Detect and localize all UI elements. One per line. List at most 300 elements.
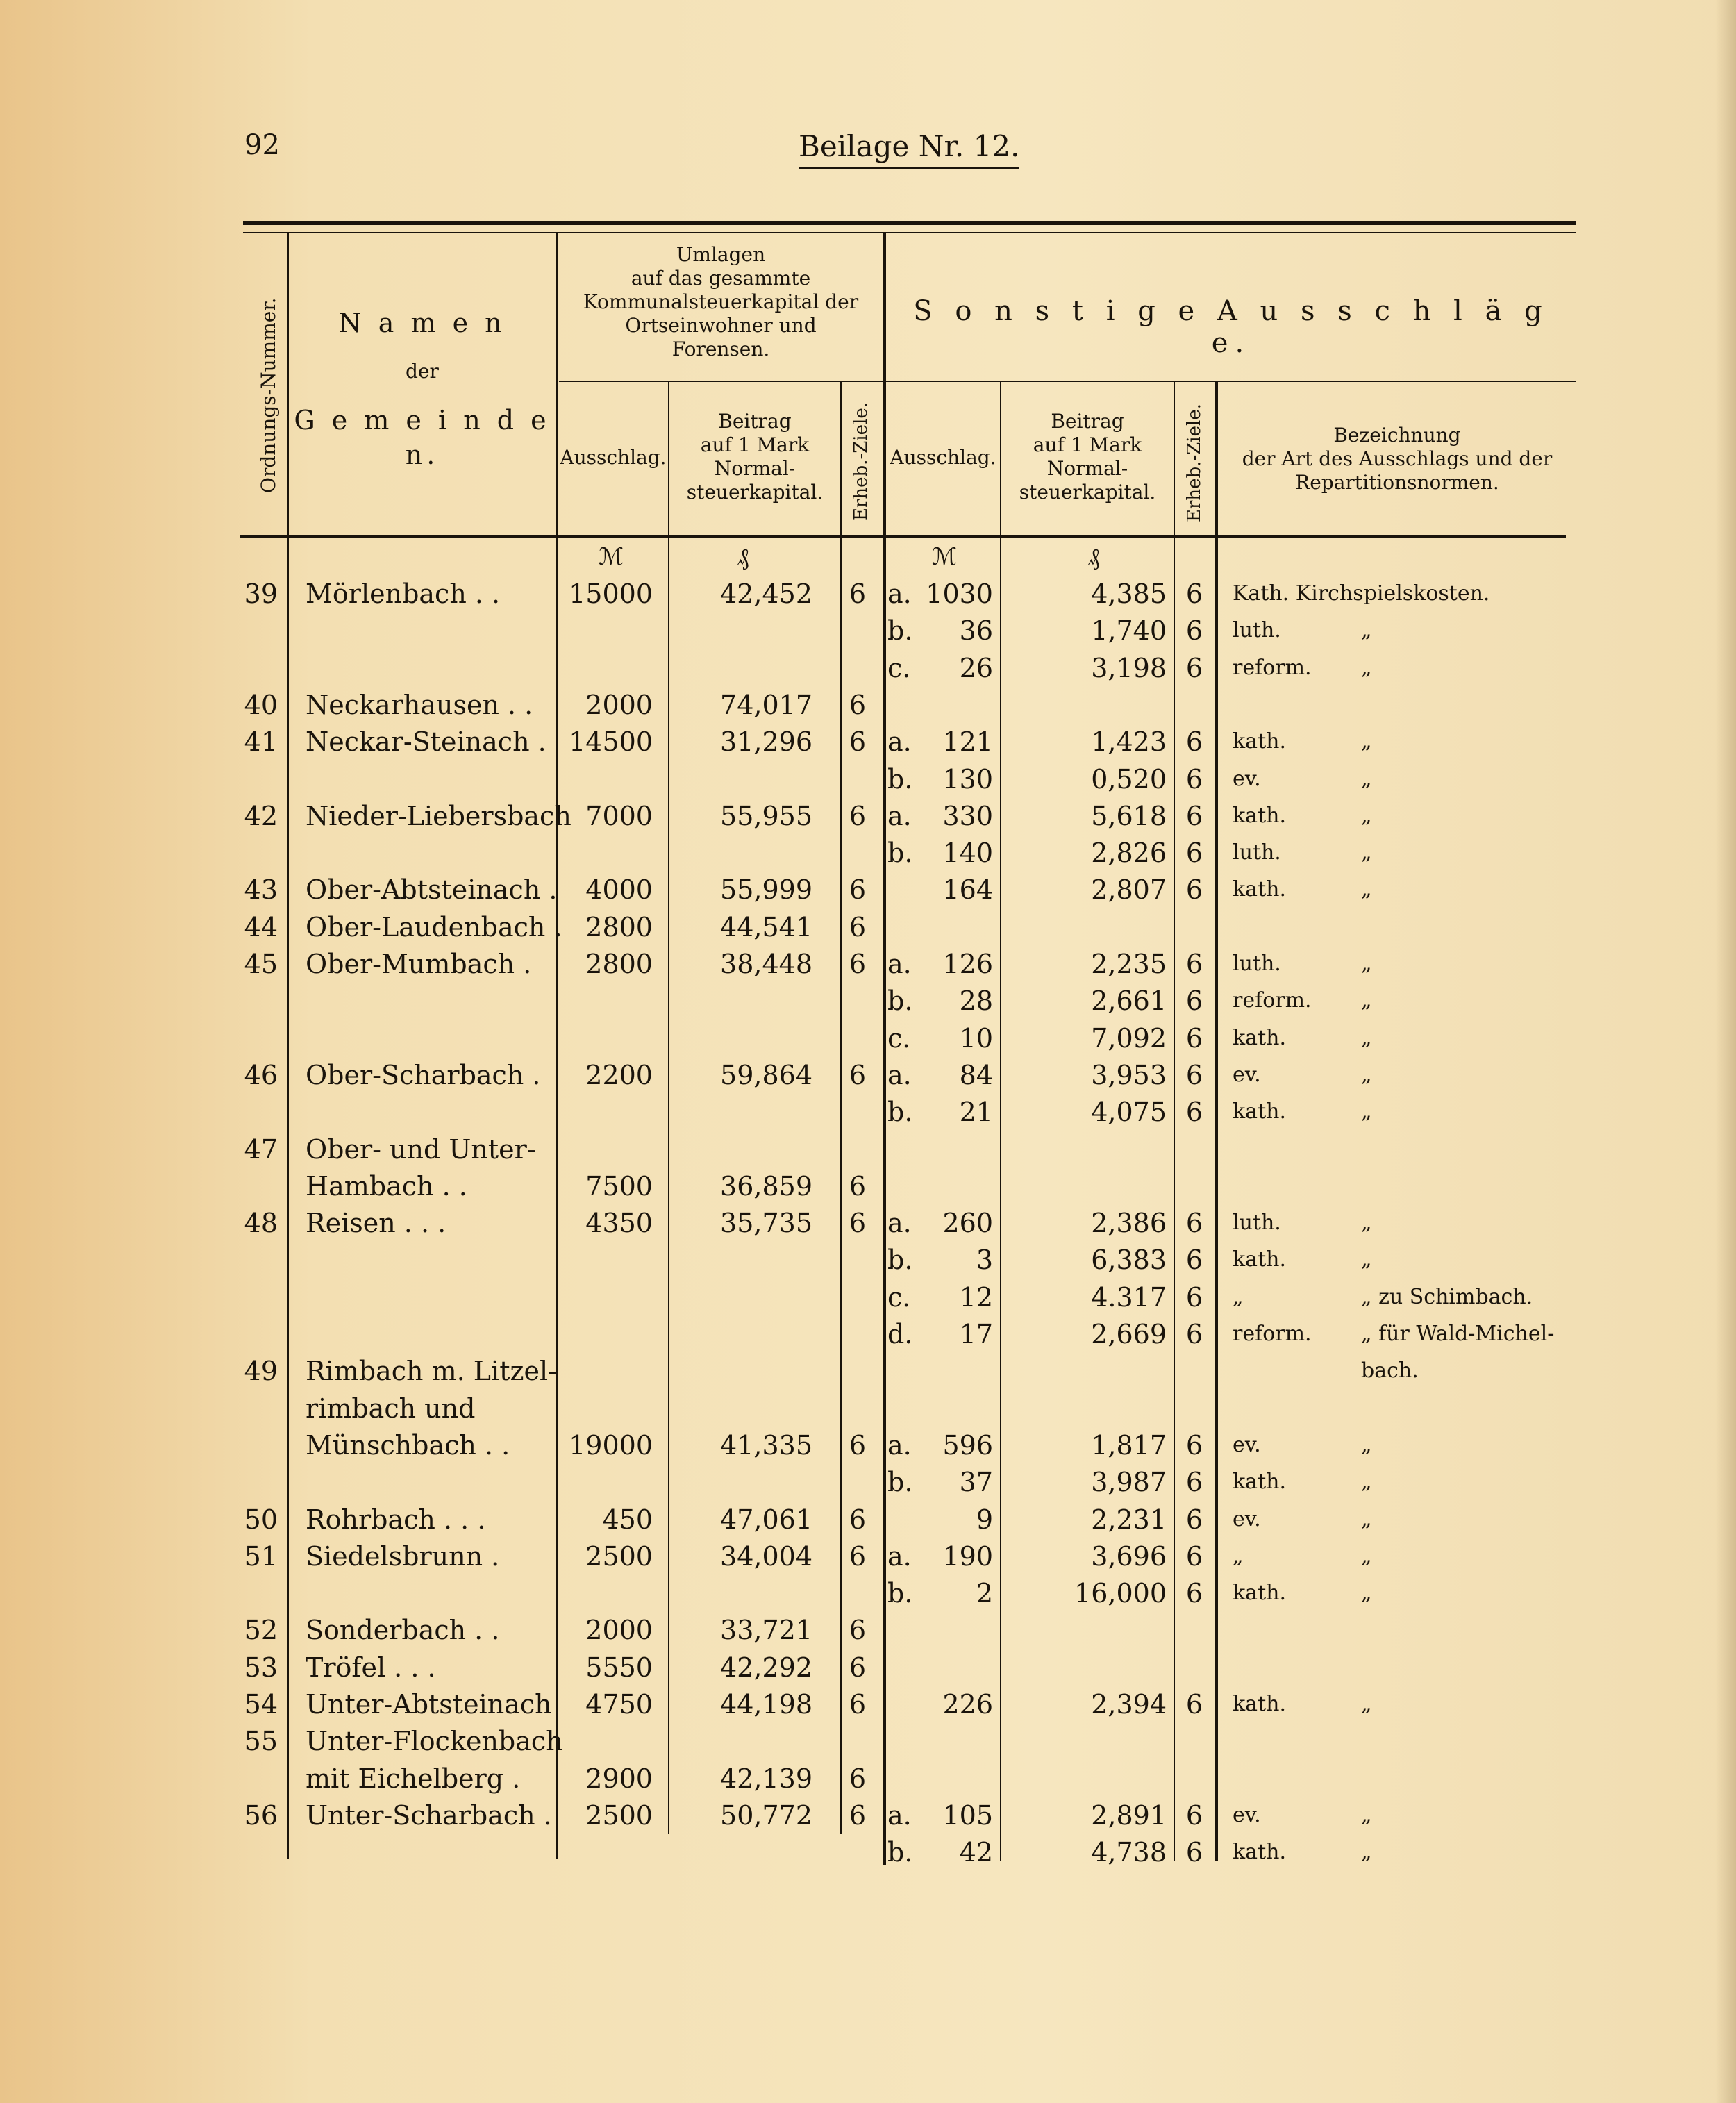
- table-row: [0, 1167, 1736, 1205]
- row-name: Ober- und Unter-: [306, 1133, 536, 1165]
- table-row: [0, 1093, 1736, 1131]
- row-ausschlag-2: 140: [942, 838, 993, 869]
- row-erheb-2: 6: [1185, 763, 1203, 795]
- bez-line: Bezeichnung: [1333, 424, 1461, 447]
- row-beitrag-2: 4.317: [1091, 1281, 1167, 1313]
- row-bezeichnung-note: „: [1361, 840, 1372, 865]
- row-letter: c.: [887, 1022, 911, 1054]
- row-beitrag-2: 1,740: [1091, 615, 1167, 647]
- row-number: 46: [244, 1059, 278, 1090]
- erheb-header-2: Erheb.-Ziele.: [1184, 404, 1205, 522]
- table-row: [0, 1797, 1736, 1834]
- row-ausschlag: 2000: [585, 1615, 653, 1646]
- name-line: der: [406, 360, 439, 383]
- row-beitrag: 44,198: [720, 1689, 812, 1720]
- beitrag-line: Normal-: [1046, 457, 1128, 480]
- name-line: G e m e i n d e n.: [294, 405, 551, 470]
- header-bottom-rule: [240, 535, 1566, 538]
- row-beitrag-2: 0,520: [1091, 763, 1167, 795]
- row-ausschlag: 4000: [585, 874, 653, 906]
- row-name: Ober-Abtsteinach .: [306, 874, 558, 906]
- row-name: Reisen . . .: [306, 1208, 446, 1239]
- table-row: [0, 1834, 1736, 1871]
- row-ausschlag-2: 12: [959, 1281, 993, 1313]
- row-name: Ober-Mumbach .: [306, 949, 532, 979]
- row-bezeichnung-note: bach.: [1361, 1358, 1419, 1383]
- row-name: Tröfel . . .: [306, 1652, 436, 1683]
- row-beitrag: 55,999: [720, 874, 812, 906]
- table-row: [0, 723, 1736, 760]
- row-erheb-2: 6: [1185, 986, 1203, 1017]
- row-beitrag-2: 2,386: [1091, 1208, 1167, 1239]
- row-bezeichnung: kath.: [1233, 1099, 1286, 1124]
- bezeichnung-header: [1218, 424, 1576, 494]
- erheb-header: Erheb.-Ziele.: [851, 402, 871, 521]
- row-name: Hambach . .: [306, 1170, 467, 1202]
- sonstige-header: S o n s t i g e A u s s c h l ä g e.: [913, 295, 1549, 359]
- umlagen-line: Ortseinwohner und: [625, 314, 817, 337]
- col-header-nr: Ordnungs-Nummer.: [257, 297, 280, 493]
- row-ausschlag: 4750: [585, 1689, 653, 1720]
- row-erheb: 6: [849, 1059, 867, 1090]
- row-bezeichnung-note: „: [1361, 1692, 1372, 1716]
- row-erheb: 6: [849, 911, 867, 942]
- row-ausschlag: 2800: [585, 949, 653, 979]
- row-erheb-2: 6: [1185, 1319, 1203, 1349]
- row-beitrag: 42,452: [720, 579, 812, 609]
- row-bezeichnung-note: „: [1361, 1211, 1372, 1236]
- row-erheb-2: 6: [1185, 615, 1203, 647]
- row-number: 45: [244, 949, 278, 979]
- row-ausschlag-2: 260: [942, 1208, 993, 1239]
- row-ausschlag-2: 190: [942, 1540, 993, 1572]
- row-beitrag: 47,061: [720, 1504, 812, 1535]
- row-letter: a.: [887, 800, 912, 831]
- subheader-rule: [559, 381, 1576, 382]
- row-bezeichnung-note: „: [1361, 877, 1372, 902]
- row-letter: a.: [887, 1059, 912, 1090]
- table-row: [0, 649, 1736, 687]
- row-erheb-2: 6: [1185, 838, 1203, 869]
- row-erheb-2: 6: [1185, 1059, 1203, 1090]
- row-number: 50: [244, 1504, 278, 1535]
- beitrag-line: Beitrag: [1051, 410, 1124, 433]
- row-erheb-2: 6: [1185, 1689, 1203, 1720]
- row-number: 44: [244, 911, 278, 942]
- row-number: 41: [244, 726, 278, 758]
- row-name: Ober-Scharbach .: [306, 1059, 541, 1090]
- row-letter: a.: [887, 1208, 912, 1239]
- table-row: [0, 1427, 1736, 1464]
- row-ausschlag-2: 9: [976, 1504, 993, 1535]
- row-name: Neckar-Steinach .: [306, 726, 546, 758]
- row-letter: b.: [887, 1837, 913, 1868]
- table-row: [0, 1279, 1736, 1316]
- row-number: 43: [244, 874, 278, 906]
- name-line: N a m e n: [338, 308, 506, 338]
- beitrag-header-2: [1001, 410, 1174, 504]
- row-bezeichnung: kath.: [1233, 1692, 1286, 1716]
- row-beitrag: 41,335: [720, 1429, 812, 1461]
- row-beitrag: 36,859: [720, 1170, 812, 1202]
- row-beitrag-2: 2,394: [1091, 1689, 1167, 1720]
- row-beitrag: 55,955: [720, 800, 812, 831]
- row-bezeichnung: „: [1233, 1284, 1244, 1309]
- row-bezeichnung: reform.: [1233, 988, 1312, 1013]
- table-row: [0, 834, 1736, 872]
- unit-pf: ₰: [737, 543, 749, 571]
- row-bezeichnung-note: „ für Wald-Michel-: [1361, 1322, 1555, 1346]
- row-bezeichnung-note: „: [1361, 1840, 1372, 1865]
- row-ausschlag-2: 17: [959, 1319, 993, 1349]
- row-bezeichnung-note: „: [1361, 1432, 1372, 1457]
- row-letter: d.: [887, 1319, 913, 1349]
- row-letter: a.: [887, 1540, 912, 1572]
- beitrag-line: steuerkapital.: [686, 481, 824, 504]
- row-ausschlag: 2500: [585, 1799, 653, 1831]
- table-row: [0, 1760, 1736, 1797]
- beitrag-line: Beitrag: [718, 410, 792, 433]
- top-rule: [243, 221, 1576, 225]
- table-row: [0, 1649, 1736, 1686]
- row-letter: c.: [887, 652, 911, 683]
- table-row: [0, 1204, 1736, 1242]
- row-name: mit Eichelberg .: [306, 1763, 521, 1794]
- row-name: Ober-Laudenbach .: [306, 911, 562, 942]
- row-ausschlag-2: 37: [959, 1467, 993, 1498]
- row-ausschlag: 7000: [585, 800, 653, 831]
- row-bezeichnung: ev.: [1233, 1802, 1261, 1827]
- row-bezeichnung-note: „: [1361, 1581, 1372, 1606]
- page-title: Beilage Nr. 12.: [799, 129, 1019, 169]
- table-row: [0, 1574, 1736, 1612]
- row-number: 53: [244, 1652, 278, 1683]
- row-ausschlag-2: 21: [959, 1097, 993, 1128]
- row-beitrag: 74,017: [720, 689, 812, 720]
- row-beitrag-2: 4,075: [1091, 1097, 1167, 1128]
- row-name: Neckarhausen . .: [306, 689, 533, 720]
- row-number: 52: [244, 1615, 278, 1646]
- row-erheb-2: 6: [1185, 1578, 1203, 1609]
- table-row: [0, 1241, 1736, 1279]
- row-number: 56: [244, 1799, 278, 1831]
- row-bezeichnung: luth.: [1233, 618, 1281, 643]
- row-number: 49: [244, 1356, 278, 1387]
- row-letter: b.: [887, 838, 913, 869]
- row-beitrag-2: 1,817: [1091, 1429, 1167, 1461]
- row-erheb: 6: [849, 949, 867, 979]
- row-ausschlag-2: 26: [959, 652, 993, 683]
- row-number: 42: [244, 800, 278, 831]
- row-bezeichnung-note: „: [1361, 618, 1372, 643]
- table-row: [0, 1390, 1736, 1427]
- row-bezeichnung: kath.: [1233, 1581, 1286, 1606]
- row-bezeichnung-note: „: [1361, 766, 1372, 791]
- row-erheb: 6: [849, 874, 867, 906]
- row-name: Unter-Abtsteinach: [306, 1689, 552, 1720]
- row-bezeichnung: Kath. Kirchspielskosten.: [1233, 581, 1490, 606]
- unit-mark-2: ℳ: [931, 543, 958, 571]
- row-erheb-2: 6: [1185, 1208, 1203, 1239]
- row-beitrag-2: 4,385: [1091, 579, 1167, 609]
- row-name: Sonderbach . .: [306, 1615, 500, 1646]
- row-erheb-2: 6: [1185, 800, 1203, 831]
- row-bezeichnung: „: [1233, 1543, 1244, 1568]
- umlagen-line: Umlagen: [676, 243, 766, 266]
- row-bezeichnung-note: „ zu Schimbach.: [1361, 1284, 1533, 1309]
- row-beitrag-2: 4,738: [1091, 1837, 1167, 1868]
- row-erheb-2: 6: [1185, 1504, 1203, 1535]
- row-number: 47: [244, 1133, 278, 1165]
- row-ausschlag-2: 130: [942, 763, 993, 795]
- row-erheb: 6: [849, 1170, 867, 1202]
- row-ausschlag-2: 42: [959, 1837, 993, 1868]
- row-bezeichnung: ev.: [1233, 766, 1261, 791]
- row-ausschlag-2: 226: [942, 1689, 993, 1720]
- row-letter: b.: [887, 763, 913, 795]
- table-row: [0, 1501, 1736, 1538]
- table-row: [0, 797, 1736, 835]
- row-ausschlag: 2500: [585, 1540, 653, 1572]
- row-letter: a.: [887, 1429, 912, 1461]
- table-row: [0, 1056, 1736, 1094]
- row-ausschlag-2: 3: [976, 1245, 993, 1276]
- table-row: [0, 612, 1736, 649]
- row-beitrag: 33,721: [720, 1615, 812, 1646]
- table-row: [0, 1611, 1736, 1649]
- row-erheb: 6: [849, 726, 867, 758]
- row-letter: b.: [887, 1097, 913, 1128]
- table-row: [0, 908, 1736, 946]
- row-bezeichnung: reform.: [1233, 1322, 1312, 1346]
- row-erheb: 6: [849, 1504, 867, 1535]
- row-beitrag: 50,772: [720, 1799, 812, 1831]
- row-erheb-2: 6: [1185, 652, 1203, 683]
- table-row: [0, 1722, 1736, 1760]
- row-erheb: 6: [849, 1615, 867, 1646]
- table-row: [0, 982, 1736, 1020]
- row-erheb: 6: [849, 1652, 867, 1683]
- row-bezeichnung-note: „: [1361, 1506, 1372, 1531]
- row-ausschlag: 19000: [569, 1429, 653, 1461]
- table-row: [0, 1131, 1736, 1168]
- row-number: 51: [244, 1540, 278, 1572]
- row-beitrag-2: 3,953: [1091, 1059, 1167, 1090]
- row-ausschlag: 14500: [569, 726, 653, 758]
- row-name: Unter-Scharbach .: [306, 1799, 552, 1831]
- beitrag-header: [669, 410, 840, 504]
- row-beitrag-2: 2,661: [1091, 986, 1167, 1017]
- unit-pf-2: ₰: [1087, 543, 1100, 571]
- row-bezeichnung: ev.: [1233, 1506, 1261, 1531]
- row-ausschlag-2: 10: [959, 1022, 993, 1054]
- row-beitrag-2: 3,696: [1091, 1540, 1167, 1572]
- table-row: [0, 1020, 1736, 1057]
- row-erheb: 6: [849, 1540, 867, 1572]
- row-erheb: 6: [849, 1799, 867, 1831]
- row-ausschlag: 2800: [585, 911, 653, 942]
- row-ausschlag: 2200: [585, 1059, 653, 1090]
- row-erheb-2: 6: [1185, 1245, 1203, 1276]
- row-beitrag: 44,541: [720, 911, 812, 942]
- row-letter: b.: [887, 1245, 913, 1276]
- row-beitrag: 31,296: [720, 726, 812, 758]
- row-name: Münschbach . .: [306, 1429, 510, 1461]
- row-bezeichnung: kath.: [1233, 1025, 1286, 1050]
- col-header-name: [289, 306, 556, 472]
- table-row: [0, 1315, 1736, 1353]
- table-row: [0, 1686, 1736, 1723]
- row-beitrag-2: 2,891: [1091, 1799, 1167, 1831]
- unit-mark: ℳ: [598, 543, 624, 571]
- row-beitrag-2: 6,383: [1091, 1245, 1167, 1276]
- beitrag-line: auf 1 Mark: [1033, 433, 1142, 456]
- row-ausschlag-2: 2: [976, 1578, 993, 1609]
- row-ausschlag-2: 84: [959, 1059, 993, 1090]
- row-beitrag-2: 3,987: [1091, 1467, 1167, 1498]
- row-bezeichnung-note: „: [1361, 1543, 1372, 1568]
- row-bezeichnung: kath.: [1233, 803, 1286, 828]
- row-bezeichnung-note: „: [1361, 988, 1372, 1013]
- row-ausschlag: 2000: [585, 689, 653, 720]
- row-erheb-2: 6: [1185, 1540, 1203, 1572]
- row-bezeichnung-note: „: [1361, 1470, 1372, 1495]
- row-erheb-2: 6: [1185, 579, 1203, 609]
- table-row: [0, 1352, 1736, 1390]
- row-erheb: 6: [849, 1689, 867, 1720]
- row-beitrag: 59,864: [720, 1059, 812, 1090]
- row-ausschlag-2: 105: [942, 1799, 993, 1831]
- row-name: rimbach und: [306, 1393, 476, 1424]
- page-number: 92: [244, 129, 280, 161]
- row-letter: a.: [887, 579, 912, 609]
- row-number: 55: [244, 1726, 278, 1757]
- row-letter: c.: [887, 1281, 911, 1313]
- row-ausschlag-2: 126: [942, 949, 993, 979]
- row-erheb-2: 6: [1185, 1467, 1203, 1498]
- row-erheb-2: 6: [1185, 1097, 1203, 1128]
- row-letter: a.: [887, 1799, 912, 1831]
- row-ausschlag-2: 36: [959, 615, 993, 647]
- row-bezeichnung-note: „: [1361, 1062, 1372, 1087]
- row-number: 54: [244, 1689, 278, 1720]
- table-row: [0, 686, 1736, 724]
- row-bezeichnung: kath.: [1233, 729, 1286, 754]
- row-erheb: 6: [849, 1429, 867, 1461]
- row-ausschlag: 7500: [585, 1170, 653, 1202]
- table-row: [0, 945, 1736, 983]
- row-bezeichnung-note: „: [1361, 1802, 1372, 1827]
- row-number: 48: [244, 1208, 278, 1239]
- row-beitrag-2: 2,807: [1091, 874, 1167, 906]
- row-ausschlag-2: 28: [959, 986, 993, 1017]
- table-row: [0, 760, 1736, 798]
- row-letter: a.: [887, 726, 912, 758]
- beitrag-line: steuerkapital.: [1019, 481, 1156, 504]
- table-row: [0, 871, 1736, 908]
- row-letter: b.: [887, 1467, 913, 1498]
- row-ausschlag-2: 164: [942, 874, 993, 906]
- row-bezeichnung: luth.: [1233, 1211, 1281, 1236]
- umlagen-line: Forensen.: [671, 338, 770, 360]
- row-number: 40: [244, 689, 278, 720]
- row-beitrag: 42,292: [720, 1652, 812, 1683]
- row-name: Mörlenbach . .: [306, 579, 501, 609]
- row-beitrag-2: 7,092: [1091, 1022, 1167, 1054]
- row-erheb-2: 6: [1185, 1022, 1203, 1054]
- table-row: [0, 575, 1736, 613]
- ausschlag-header: Ausschlag.: [560, 446, 667, 469]
- table-row: [0, 1538, 1736, 1575]
- row-beitrag: 38,448: [720, 949, 812, 979]
- row-bezeichnung: ev.: [1233, 1432, 1261, 1457]
- row-ausschlag: 2900: [585, 1763, 653, 1794]
- row-beitrag-2: 5,618: [1091, 800, 1167, 831]
- row-name: Nieder-Liebersbach: [306, 800, 571, 831]
- umlagen-line: auf das gesammte: [631, 267, 811, 290]
- row-ausschlag-2: 596: [942, 1429, 993, 1461]
- row-beitrag: 42,139: [720, 1763, 812, 1794]
- row-bezeichnung: luth.: [1233, 951, 1281, 976]
- row-name: Rimbach m. Litzel-: [306, 1356, 557, 1387]
- row-name: Rohrbach . . .: [306, 1504, 486, 1535]
- row-bezeichnung-note: „: [1361, 1099, 1372, 1124]
- row-ausschlag-2: 330: [942, 800, 993, 831]
- row-beitrag: 35,735: [720, 1208, 812, 1239]
- row-bezeichnung-note: „: [1361, 729, 1372, 754]
- row-ausschlag-2: 121: [942, 726, 993, 758]
- row-bezeichnung-note: „: [1361, 803, 1372, 828]
- row-beitrag-2: 3,198: [1091, 652, 1167, 683]
- row-beitrag-2: 2,235: [1091, 949, 1167, 979]
- row-ausschlag: 450: [602, 1504, 653, 1535]
- row-erheb: 6: [849, 689, 867, 720]
- row-beitrag-2: 2,669: [1091, 1319, 1167, 1349]
- row-beitrag-2: 2,826: [1091, 838, 1167, 869]
- row-erheb-2: 6: [1185, 726, 1203, 758]
- row-letter: b.: [887, 986, 913, 1017]
- bez-line: der Art des Ausschlags und der: [1242, 447, 1553, 470]
- row-erheb-2: 6: [1185, 949, 1203, 979]
- row-bezeichnung: kath.: [1233, 1840, 1286, 1865]
- row-erheb: 6: [849, 800, 867, 831]
- row-bezeichnung-note: „: [1361, 951, 1372, 976]
- row-bezeichnung: reform.: [1233, 655, 1312, 680]
- beitrag-line: auf 1 Mark: [700, 433, 810, 456]
- row-bezeichnung: kath.: [1233, 877, 1286, 902]
- row-letter: b.: [887, 1578, 913, 1609]
- row-name: Siedelsbrunn .: [306, 1540, 500, 1572]
- ausschlag-header-2: Ausschlag.: [890, 446, 996, 469]
- row-erheb: 6: [849, 1763, 867, 1794]
- row-erheb: 6: [849, 1208, 867, 1239]
- row-beitrag-2: 1,423: [1091, 726, 1167, 758]
- row-number: 39: [244, 579, 278, 609]
- row-beitrag: 34,004: [720, 1540, 812, 1572]
- umlagen-header: [558, 243, 883, 361]
- umlagen-line: Kommunalsteuerkapital der: [583, 290, 859, 313]
- row-bezeichnung-note: „: [1361, 655, 1372, 680]
- top-rule-thin: [243, 232, 1576, 233]
- bez-line: Repartitionsnormen.: [1295, 471, 1499, 494]
- row-erheb: 6: [849, 579, 867, 609]
- row-ausschlag: 4350: [585, 1208, 653, 1239]
- row-erheb-2: 6: [1185, 1429, 1203, 1461]
- row-beitrag-2: 16,000: [1074, 1578, 1167, 1609]
- row-ausschlag: 5550: [585, 1652, 653, 1683]
- row-erheb-2: 6: [1185, 1281, 1203, 1313]
- row-bezeichnung: kath.: [1233, 1247, 1286, 1272]
